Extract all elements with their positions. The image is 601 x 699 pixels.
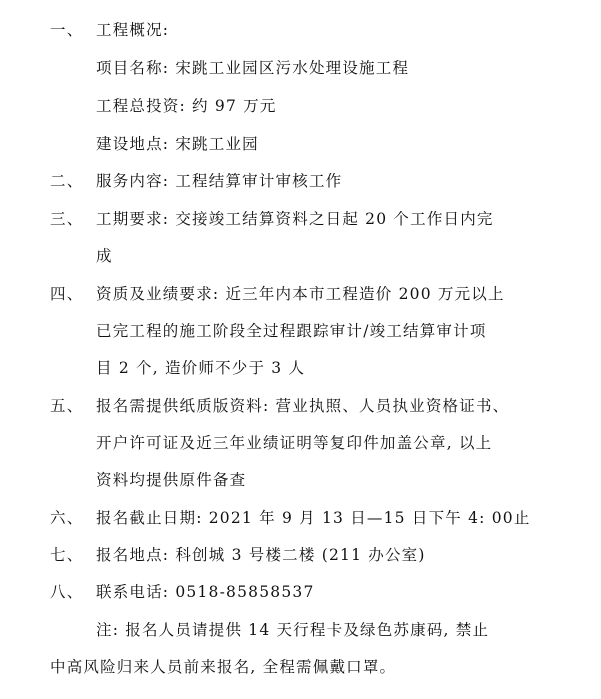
note-line-2: 中高风险归来人员前来报名, 全程需佩戴口罩。: [50, 658, 397, 676]
qualification-line-3: 目 2 个, 造价师不少于 3 人: [96, 359, 306, 377]
contact-phone-line: 联系电话: 0518-85858537: [96, 583, 315, 601]
qualification-line-1: 资质及业绩要求: 近三年内本市工程造价 200 万元以上: [96, 285, 505, 303]
construction-site-line: 建设地点: 宋跳工业园: [96, 135, 259, 153]
project-name-line: 项目名称: 宋跳工业园区污水处理设施工程: [96, 59, 410, 77]
schedule-line-2: 成: [96, 247, 113, 265]
service-content-line: 服务内容: 工程结算审计审核工作: [96, 172, 343, 190]
materials-line-3: 资料均提供原件备查: [96, 471, 247, 489]
section-7-number: 七、: [50, 546, 84, 564]
location-line: 报名地点: 科创城 3 号楼二楼 (211 办公室): [96, 546, 426, 564]
schedule-line-1: 工期要求: 交接竣工结算资料之日起 20 个工作日内完: [96, 210, 494, 228]
qualification-line-2: 已完工程的施工阶段全过程跟踪审计/竣工结算审计项: [96, 322, 487, 340]
section-4-number: 四、: [50, 285, 84, 303]
section-6-number: 六、: [50, 509, 84, 527]
section-1-number: 一、: [50, 21, 84, 39]
section-8-number: 八、: [50, 583, 84, 601]
section-5-number: 五、: [50, 397, 84, 415]
total-investment-line: 工程总投资: 约 97 万元: [96, 97, 277, 115]
deadline-line: 报名截止日期: 2021 年 9 月 13 日—15 日下午 4: 00止: [96, 509, 531, 527]
note-line-1: 注: 报名人员请提供 14 天行程卡及绿色苏康码, 禁止: [96, 621, 490, 639]
section-2-number: 二、: [50, 172, 84, 190]
materials-line-2: 开户许可证及近三年业绩证明等复印件加盖公章, 以上: [96, 434, 493, 452]
materials-line-1: 报名需提供纸质版资料: 营业执照、人员执业资格证书、: [96, 397, 510, 415]
section-3-number: 三、: [50, 210, 84, 228]
section-1-title: 工程概况:: [96, 21, 170, 39]
